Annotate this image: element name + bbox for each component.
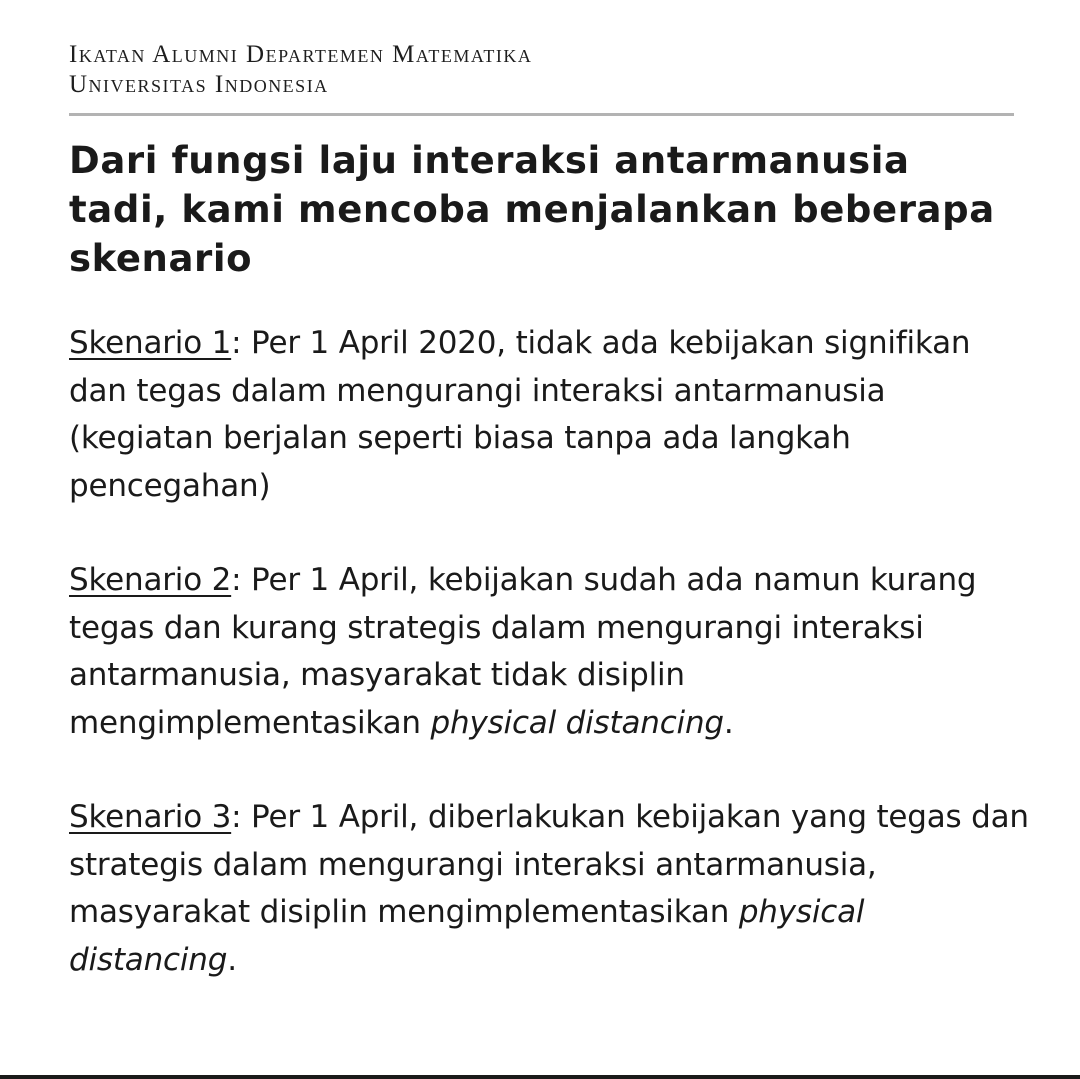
scenario-3-emphasis: physical distancing (69, 894, 865, 978)
bottom-border (0, 1075, 1080, 1079)
organization-line-2: Universitas Indonesia (69, 71, 329, 98)
header-divider (69, 113, 1014, 116)
scenario-3-end: . (227, 941, 237, 978)
scenario-3-label: Skenario 3 (69, 799, 232, 835)
scenario-2-text: : Per 1 April, kebijakan sudah ada namun kurang tegas dan kurang strategis dalam mengurangi interaksi antarmanusia, masyarakat tidak disiplin mengimplementasikan (69, 562, 977, 741)
scenario-1-label: Skenario 1 (69, 325, 232, 361)
scenario-1-text: : Per 1 April 2020, tidak ada kebijakan signifikan dan tegas dalam mengurangi interaksi antarmanusia (kegiatan berjalan seperti biasa tanpa ada langkah pencegahan) (69, 325, 971, 504)
scenario-2-label: Skenario 2 (69, 562, 232, 598)
scenario-2 (69, 557, 1029, 747)
scenario-3-text: : Per 1 April, diberlakukan kebijakan yang tegas dan strategis dalam mengurangi interaksi antarmanusia, masyarakat disiplin mengimplementasikan (69, 799, 1029, 930)
scenario-1 (69, 320, 1029, 510)
scenario-2-emphasis: physical distancing (430, 704, 724, 741)
scenario-2-end: . (723, 704, 734, 741)
scenario-list (69, 320, 1029, 1031)
scenario-3 (69, 794, 1029, 984)
headline: Dari fungsi laju interaksi antarmanusia tadi, kami mencoba menjalankan beberapa skenario (69, 139, 995, 280)
organization-name (69, 40, 532, 100)
organization-line-1: Ikatan Alumni Departemen Matematika (69, 41, 533, 68)
